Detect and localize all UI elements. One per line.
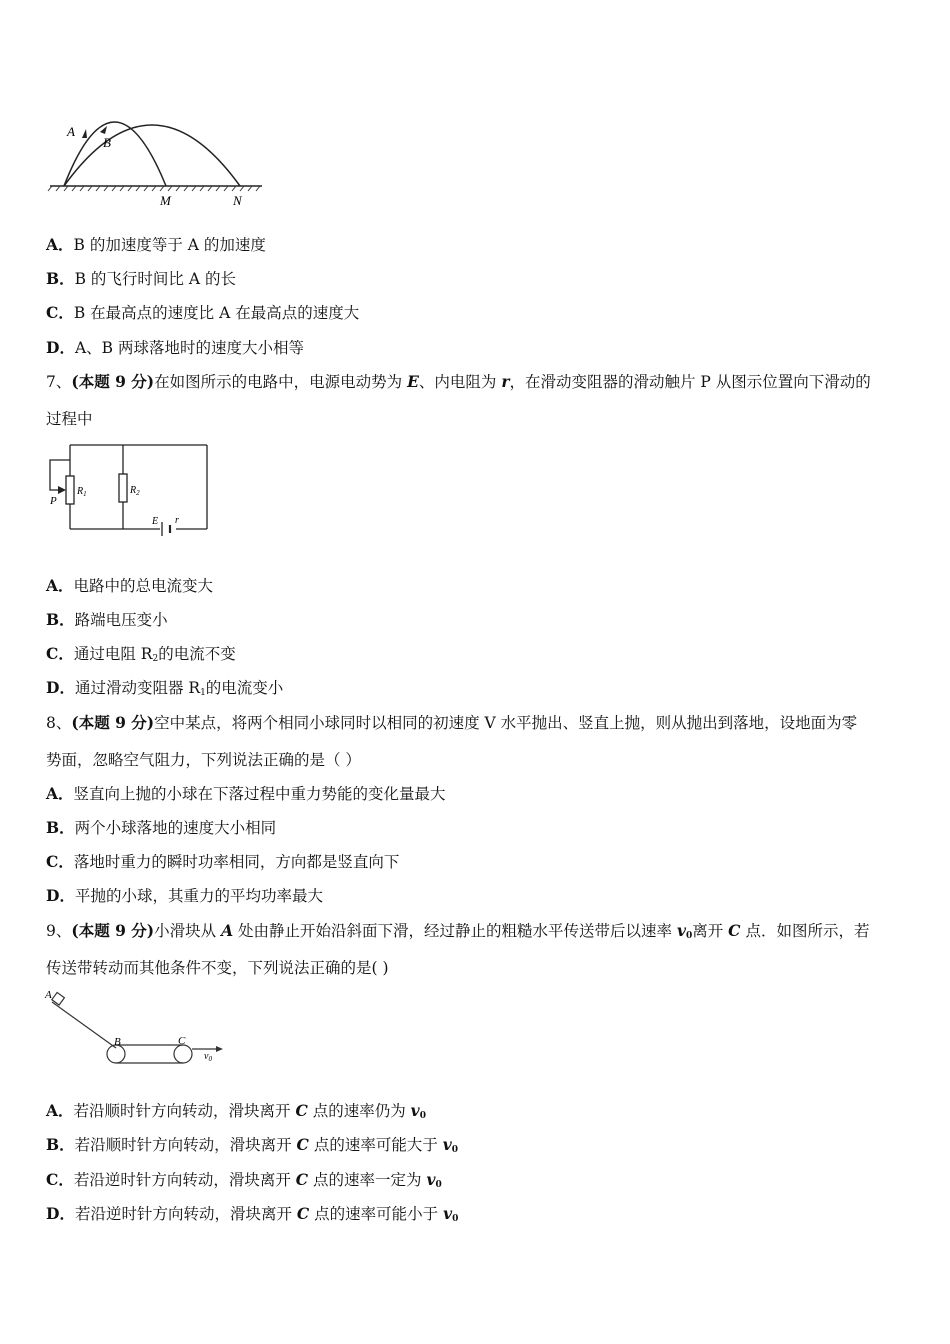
label-r2: $R_2$ bbox=[130, 485, 140, 497]
trajectory-a bbox=[64, 122, 166, 186]
q6-option-d: D．A、B 两球落地时的速度大小相等 bbox=[46, 338, 304, 357]
q9-stem-line2: 传送带转动而其他条件不变，下列说法正确的是( ) bbox=[46, 959, 389, 977]
q7-option-c: C．通过电阻 $R_2$的电流不变 bbox=[46, 644, 236, 664]
label-c: C bbox=[178, 1035, 186, 1047]
label-n: N bbox=[233, 193, 242, 208]
q7-option-b: B．路端电压变小 bbox=[46, 610, 168, 629]
q7-option-d: D．通过滑动变阻器 $R_1$的电流变小 bbox=[46, 678, 284, 698]
label-p: P bbox=[50, 495, 57, 507]
q6-option-a: A．B 的加速度等于 A 的加速度 bbox=[46, 235, 266, 254]
label-b: B bbox=[114, 1036, 121, 1048]
q8-option-d: D．平抛的小球，其重力的平均功率最大 bbox=[46, 886, 323, 905]
q7-stem-line2: 过程中 bbox=[46, 410, 93, 428]
label-v0: $v_0$ bbox=[204, 1051, 212, 1063]
q6-option-c: C．B 在最高点的速度比 A 在最高点的速度大 bbox=[46, 303, 360, 322]
q7-stem-line1: 7、(本题 9 分)在如图所示的电路中，电源电动势为 E、内电阻为 r，在滑动变阻器的滑动触片 P 从图示位置向下滑动的 bbox=[46, 372, 871, 391]
label-r: r bbox=[175, 515, 179, 526]
q8-stem-line1: 8、(本题 9 分)空中某点，将两个相同小球同时以相同的初速度 V 水平抛出、竖直上抛，则从抛出到落地，设地面为零 bbox=[46, 713, 858, 732]
label-m: M bbox=[160, 193, 171, 208]
q7-option-a: A．电路中的总电流变大 bbox=[46, 576, 214, 595]
q8-option-c: C．落地时重力的瞬时功率相同，方向都是竖直向下 bbox=[46, 852, 400, 871]
label-a: A bbox=[45, 989, 52, 1001]
q9-stem-line1: 9、(本题 9 分)小滑块从 A 处由静止开始沿斜面下滑，经过静止的粗糙水平传送带后以速率 $v_0$离开 C 点．如图所示，若 bbox=[46, 921, 870, 941]
q6-option-b: B．B 的飞行时间比 A 的长 bbox=[46, 269, 236, 288]
q8-option-a: A．竖直向上抛的小球在下落过程中重力势能的变化量最大 bbox=[46, 784, 446, 803]
label-a: A bbox=[67, 124, 75, 139]
q8-stem-line2: 势面，忽略空气阻力，下列说法正确的是（ ） bbox=[46, 751, 361, 769]
q9-option-d: D．若沿逆时针方向转动，滑块离开 C 点的速率可能小于 $v_0$ bbox=[46, 1204, 459, 1224]
q9-option-c: C．若沿逆时针方向转动，滑块离开 C 点的速率一定为 $v_0$ bbox=[46, 1170, 442, 1190]
label-b: B bbox=[103, 135, 111, 150]
circuit-figure bbox=[44, 438, 214, 538]
q9-option-b: B．若沿顺时针方向转动，滑块离开 C 点的速率可能大于 $v_0$ bbox=[46, 1135, 459, 1155]
label-e: E bbox=[152, 516, 159, 527]
conveyor-figure bbox=[44, 988, 234, 1070]
q8-option-b: B．两个小球落地的速度大小相同 bbox=[46, 818, 277, 837]
label-r1: $R_1$ bbox=[77, 486, 87, 498]
q9-option-a: A．若沿顺时针方向转动，滑块离开 C 点的速率仍为 $v_0$ bbox=[46, 1101, 426, 1121]
projectile-figure bbox=[44, 100, 274, 215]
